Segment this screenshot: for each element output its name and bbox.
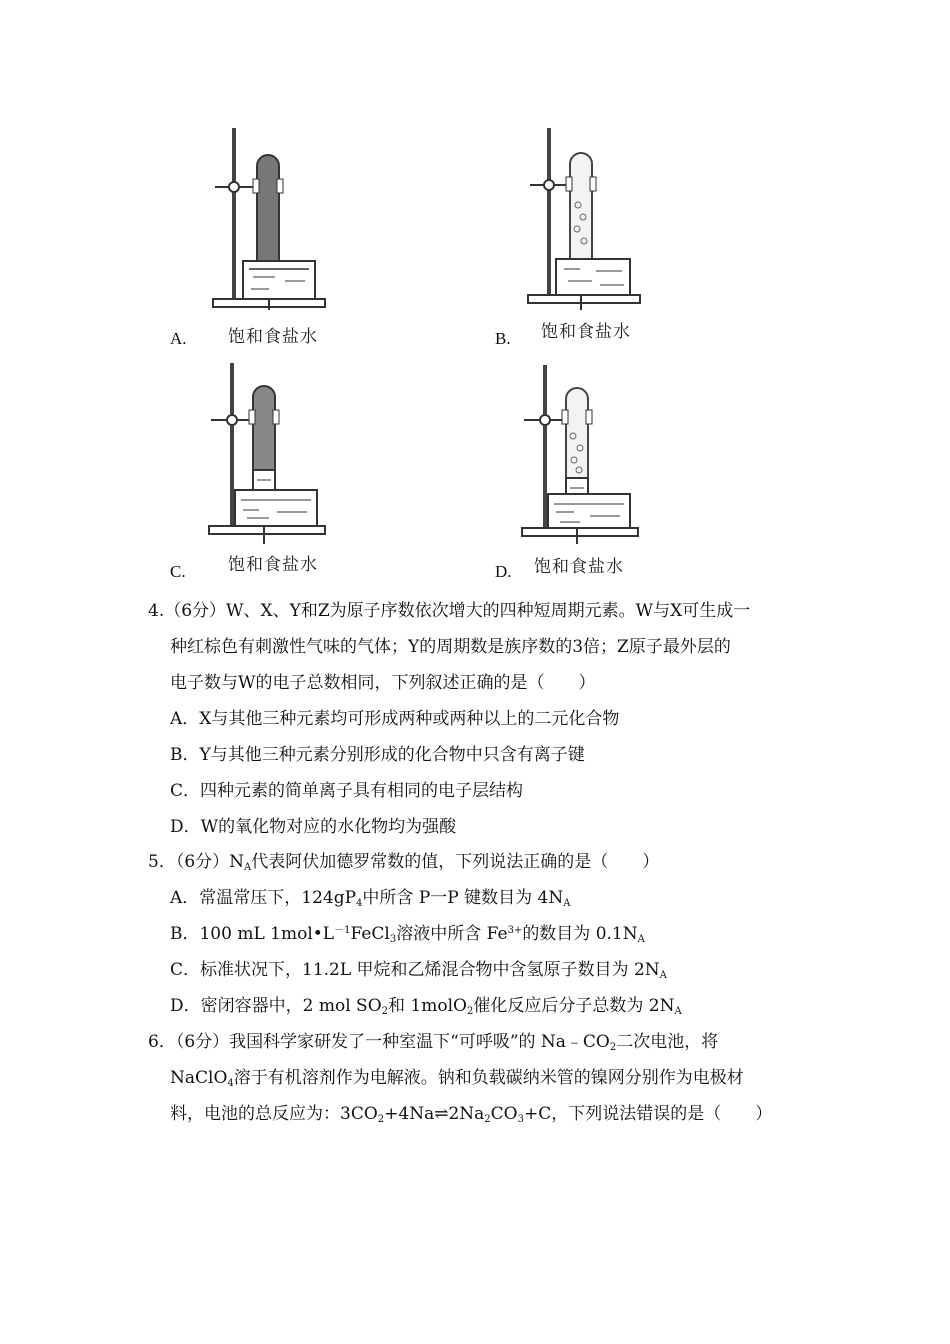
q5-stem	[148, 847, 659, 873]
apparatus-c-illustration	[203, 360, 333, 545]
q6-l1-sub: 2	[609, 1042, 617, 1053]
q5-d-sub1: 2	[381, 1006, 389, 1017]
figure-d-option: D.	[495, 562, 512, 581]
figure-c	[203, 360, 333, 545]
q5-option-a	[170, 883, 570, 909]
q6-l3-sub3: 3	[517, 1114, 524, 1125]
q6-l3-mid2: CO	[490, 1104, 518, 1124]
q6-stem-line3	[170, 1099, 772, 1125]
figure-b	[520, 125, 650, 310]
q6-l2-sub: 4	[227, 1078, 234, 1089]
figure-c-label: 饱和食盐水	[228, 555, 318, 575]
q5-b-sub2: A	[637, 934, 645, 945]
q5-option-c	[170, 955, 667, 981]
q5-b-pre: B．100 mL 1mol•L	[170, 924, 335, 944]
figure-b-label: 饱和食盐水	[541, 322, 631, 342]
figure-b-option: B.	[495, 329, 511, 348]
q6-stem-line1	[148, 1027, 718, 1053]
q5-b-sub1: 3	[389, 934, 397, 945]
q5-b-mid2: 溶液中所含 Fe	[396, 924, 508, 944]
figure-a	[205, 125, 335, 310]
q5-d-sub3: A	[674, 1006, 682, 1017]
q5-option-b	[170, 919, 645, 945]
apparatus-b-illustration	[520, 125, 650, 310]
q5-a-sub1: 4	[356, 898, 363, 909]
q5-d-mid1: 和 1molO	[388, 996, 467, 1016]
q4-stem-line3: 电子数与W的电子总数相同，下列叙述正确的是（ ）	[170, 673, 596, 693]
figure-a-option: A.	[170, 329, 187, 348]
figure-a-label: 饱和食盐水	[228, 327, 318, 347]
q6-l3-post: +C，下列说法错误的是（ ）	[523, 1104, 773, 1124]
apparatus-d-illustration	[516, 362, 646, 547]
q5-b-mid3: 的数目为 0.1N	[522, 924, 638, 944]
q5-stem-pre: 5．（6分）N	[148, 852, 245, 872]
q4-option-c: C．四种元素的简单离子具有相同的电子层结构	[170, 781, 524, 801]
q5-a-mid: 中所含 P一P 键数目为 4N	[362, 888, 564, 908]
figure-c-option: C.	[170, 562, 186, 581]
figure-d-label: 饱和食盐水	[534, 557, 624, 577]
q4-stem-line2: 种红棕色有刺激性气味的气体；Y的周期数是族序数的3倍；Z原子最外层的	[170, 637, 731, 657]
q5-a-sub2: A	[563, 898, 571, 909]
q5-b-mid1: FeCl	[350, 924, 390, 944]
q5-b-sup1: －1	[334, 925, 351, 936]
q6-l3-pre: 料，电池的总反应为：3CO	[170, 1104, 378, 1124]
q4-option-a: A．X与其他三种元素均可形成两种或两种以上的二元化合物	[170, 709, 620, 729]
figure-d	[516, 362, 646, 547]
q5-d-mid2: 催化反应后分子总数为 2N	[473, 996, 675, 1016]
q6-l1-pre: 6．（6分）我国科学家研发了一种室温下“可呼吸”的 Na﹣CO	[148, 1032, 610, 1052]
q5-d-pre: D．密闭容器中，2 mol SO	[170, 996, 382, 1016]
q6-l1-post: 二次电池，将	[616, 1032, 719, 1052]
q6-l2-pre: NaClO	[170, 1068, 228, 1088]
apparatus-a-illustration	[205, 125, 335, 310]
q4-stem-line1: 4.（6分）W、X、Y和Z为原子序数依次增大的四种短周期元素。W与X可生成一	[148, 601, 751, 621]
q5-c-sub: A	[659, 970, 667, 981]
q6-stem-line2	[170, 1063, 744, 1089]
q4-option-b: B．Y与其他三种元素分别形成的化合物中只含有离子键	[170, 745, 585, 765]
q5-stem-post: 代表阿伏加德罗常数的值，下列说法正确的是（ ）	[251, 852, 660, 872]
q5-c-pre: C．标准状况下，11.2L 甲烷和乙烯混合物中含氢原子数目为 2N	[170, 960, 660, 980]
q5-a-pre: A．常温常压下，124gP	[170, 888, 357, 908]
q6-l2-post: 溶于有机溶剂作为电解液。钠和负载碳纳米管的镍网分别作为电极材	[233, 1068, 744, 1088]
q5-option-d	[170, 991, 682, 1017]
q6-l3-sub1: 2	[377, 1114, 385, 1125]
q5-b-sup2: 3+	[507, 925, 523, 936]
q6-l3-mid1: +4Na⇌2Na	[384, 1104, 485, 1124]
q5-d-sub2: 2	[466, 1006, 474, 1017]
q4-option-d: D．W的氧化物对应的水化物均为强酸	[170, 817, 457, 837]
q5-stem-sub: A	[244, 862, 252, 873]
q6-l3-sub2: 2	[484, 1114, 491, 1125]
